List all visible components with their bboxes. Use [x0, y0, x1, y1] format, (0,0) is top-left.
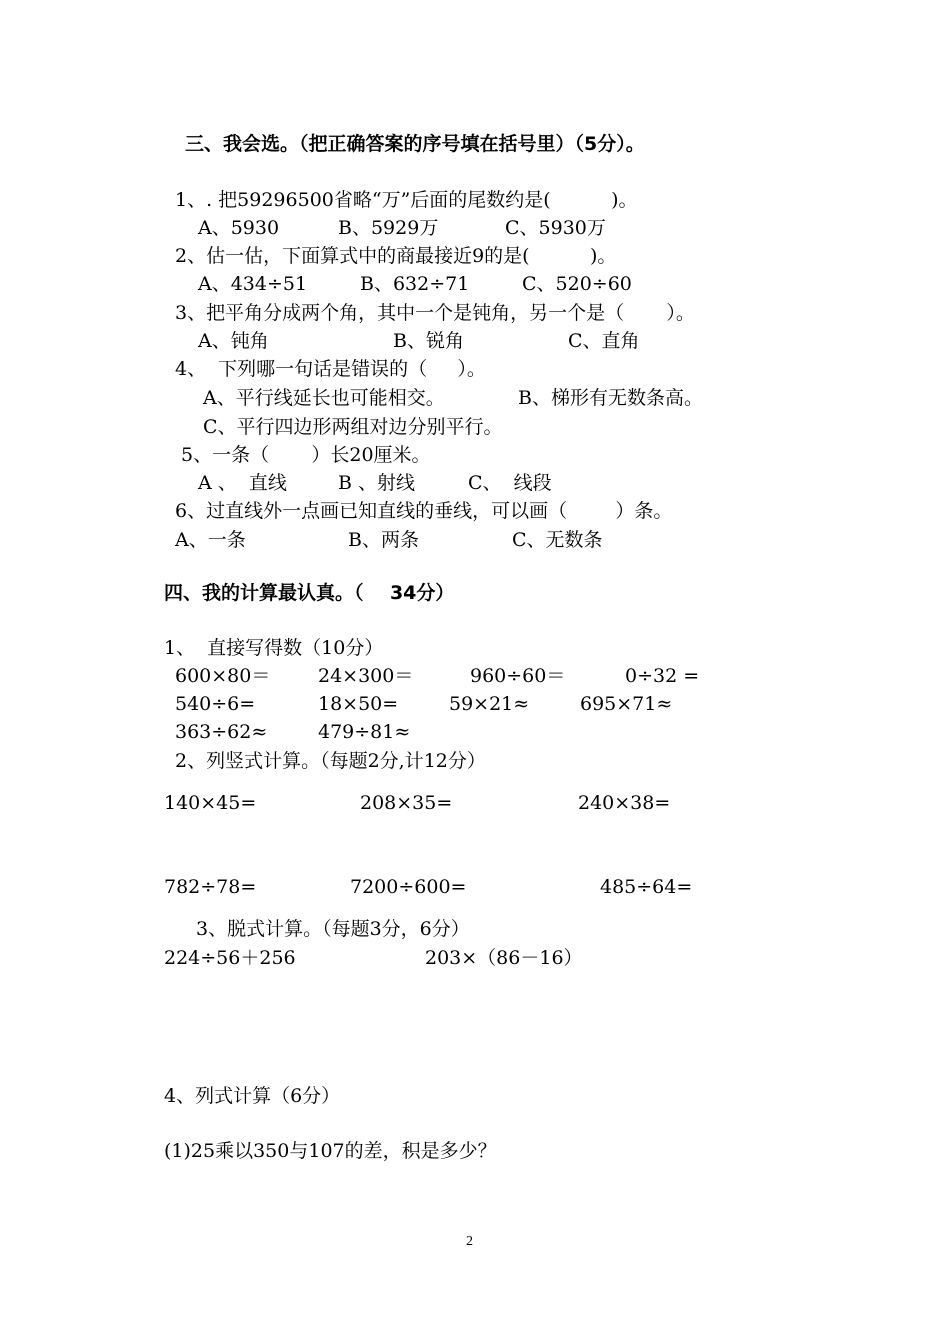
q1-option-a: A、5930: [198, 217, 280, 239]
calc-item: 540÷6=: [175, 693, 256, 715]
q5-option-a: A 、 直线: [198, 472, 287, 494]
q6-option-a: A、一条: [175, 529, 246, 551]
q3-option-a: A、钝角: [198, 330, 269, 352]
page-number: 2: [466, 1234, 473, 1249]
question-6: 6、过直线外一点画已知直线的垂线，可以画（ ）条。: [175, 500, 673, 522]
question-3: 3、把平角分成两个角，其中一个是钝角，另一个是（ ）。: [175, 302, 695, 324]
vertical-calc-item: 240×38=: [578, 792, 671, 814]
part3-title: 3、脱式计算。（每题3分，6分）: [196, 918, 470, 940]
q2-option-a: A、434÷51: [198, 273, 308, 295]
calc-item: 59×21≈: [449, 693, 530, 715]
question-4: 4、 下列哪一句话是错误的（ ）。: [175, 358, 486, 380]
question-5: 5、一条（ ）长20厘米。: [181, 444, 431, 466]
calc-item: 960÷60＝: [470, 665, 566, 687]
vertical-calc-item: 7200÷600=: [350, 876, 467, 898]
step-calc-item: 203×（86－16）: [425, 947, 583, 969]
q6-option-c: C、无数条: [512, 529, 603, 551]
vertical-calc-item: 140×45=: [164, 792, 257, 814]
part4-title: 4、列式计算（6分）: [164, 1085, 341, 1107]
q4-option-b: B、梯形有无数条高。: [518, 387, 703, 409]
part2-title: 2、列竖式计算。（每题2分,计12分）: [175, 750, 486, 772]
step-calc-item: 224÷56＋256: [164, 947, 296, 969]
vertical-calc-item: 485÷64=: [600, 876, 693, 898]
q2-option-b: B、632÷71: [360, 273, 470, 295]
calc-item: 363÷62≈: [175, 721, 268, 743]
question-1: 1、. 把59296500省略“万”后面的尾数约是( )。: [175, 189, 638, 211]
calc-item: 18×50=: [318, 693, 399, 715]
q6-option-b: B、两条: [348, 529, 419, 551]
word-problem-1: (1)25乘以350与107的差，积是多少？: [164, 1140, 497, 1162]
calc-item: 695×71≈: [580, 693, 673, 715]
part1-title: 1、 直接写得数（10分）: [164, 637, 384, 659]
calc-item: 479÷81≈: [318, 721, 411, 743]
q3-option-c: C、直角: [568, 330, 640, 352]
q5-option-b: B 、射线: [338, 472, 416, 494]
q5-option-c: C、 线段: [468, 472, 552, 494]
vertical-calc-item: 782÷78=: [164, 876, 257, 898]
section3-heading: 三、我会选。（把正确答案的序号填在括号里）（5分）。: [185, 133, 645, 155]
q4-option-c: C、平行四边形两组对边分别平行。: [203, 416, 503, 438]
vertical-calc-item: 208×35=: [360, 792, 453, 814]
calc-item: 600×80＝: [175, 665, 271, 687]
section4-heading: 四、我的计算最认真。（ 34分）: [164, 582, 455, 604]
question-2: 2、估一估，下面算式中的商最接近9的是( )。: [175, 245, 617, 267]
q1-option-c: C、5930万: [505, 217, 606, 239]
q2-option-c: C、520÷60: [522, 273, 632, 295]
q3-option-b: B、锐角: [393, 330, 464, 352]
q1-option-b: B、5929万: [338, 217, 439, 239]
q4-option-a: A、平行线延长也可能相交。: [203, 387, 445, 409]
calc-item: 0÷32 =: [625, 665, 700, 687]
calc-item: 24×300＝: [318, 665, 414, 687]
